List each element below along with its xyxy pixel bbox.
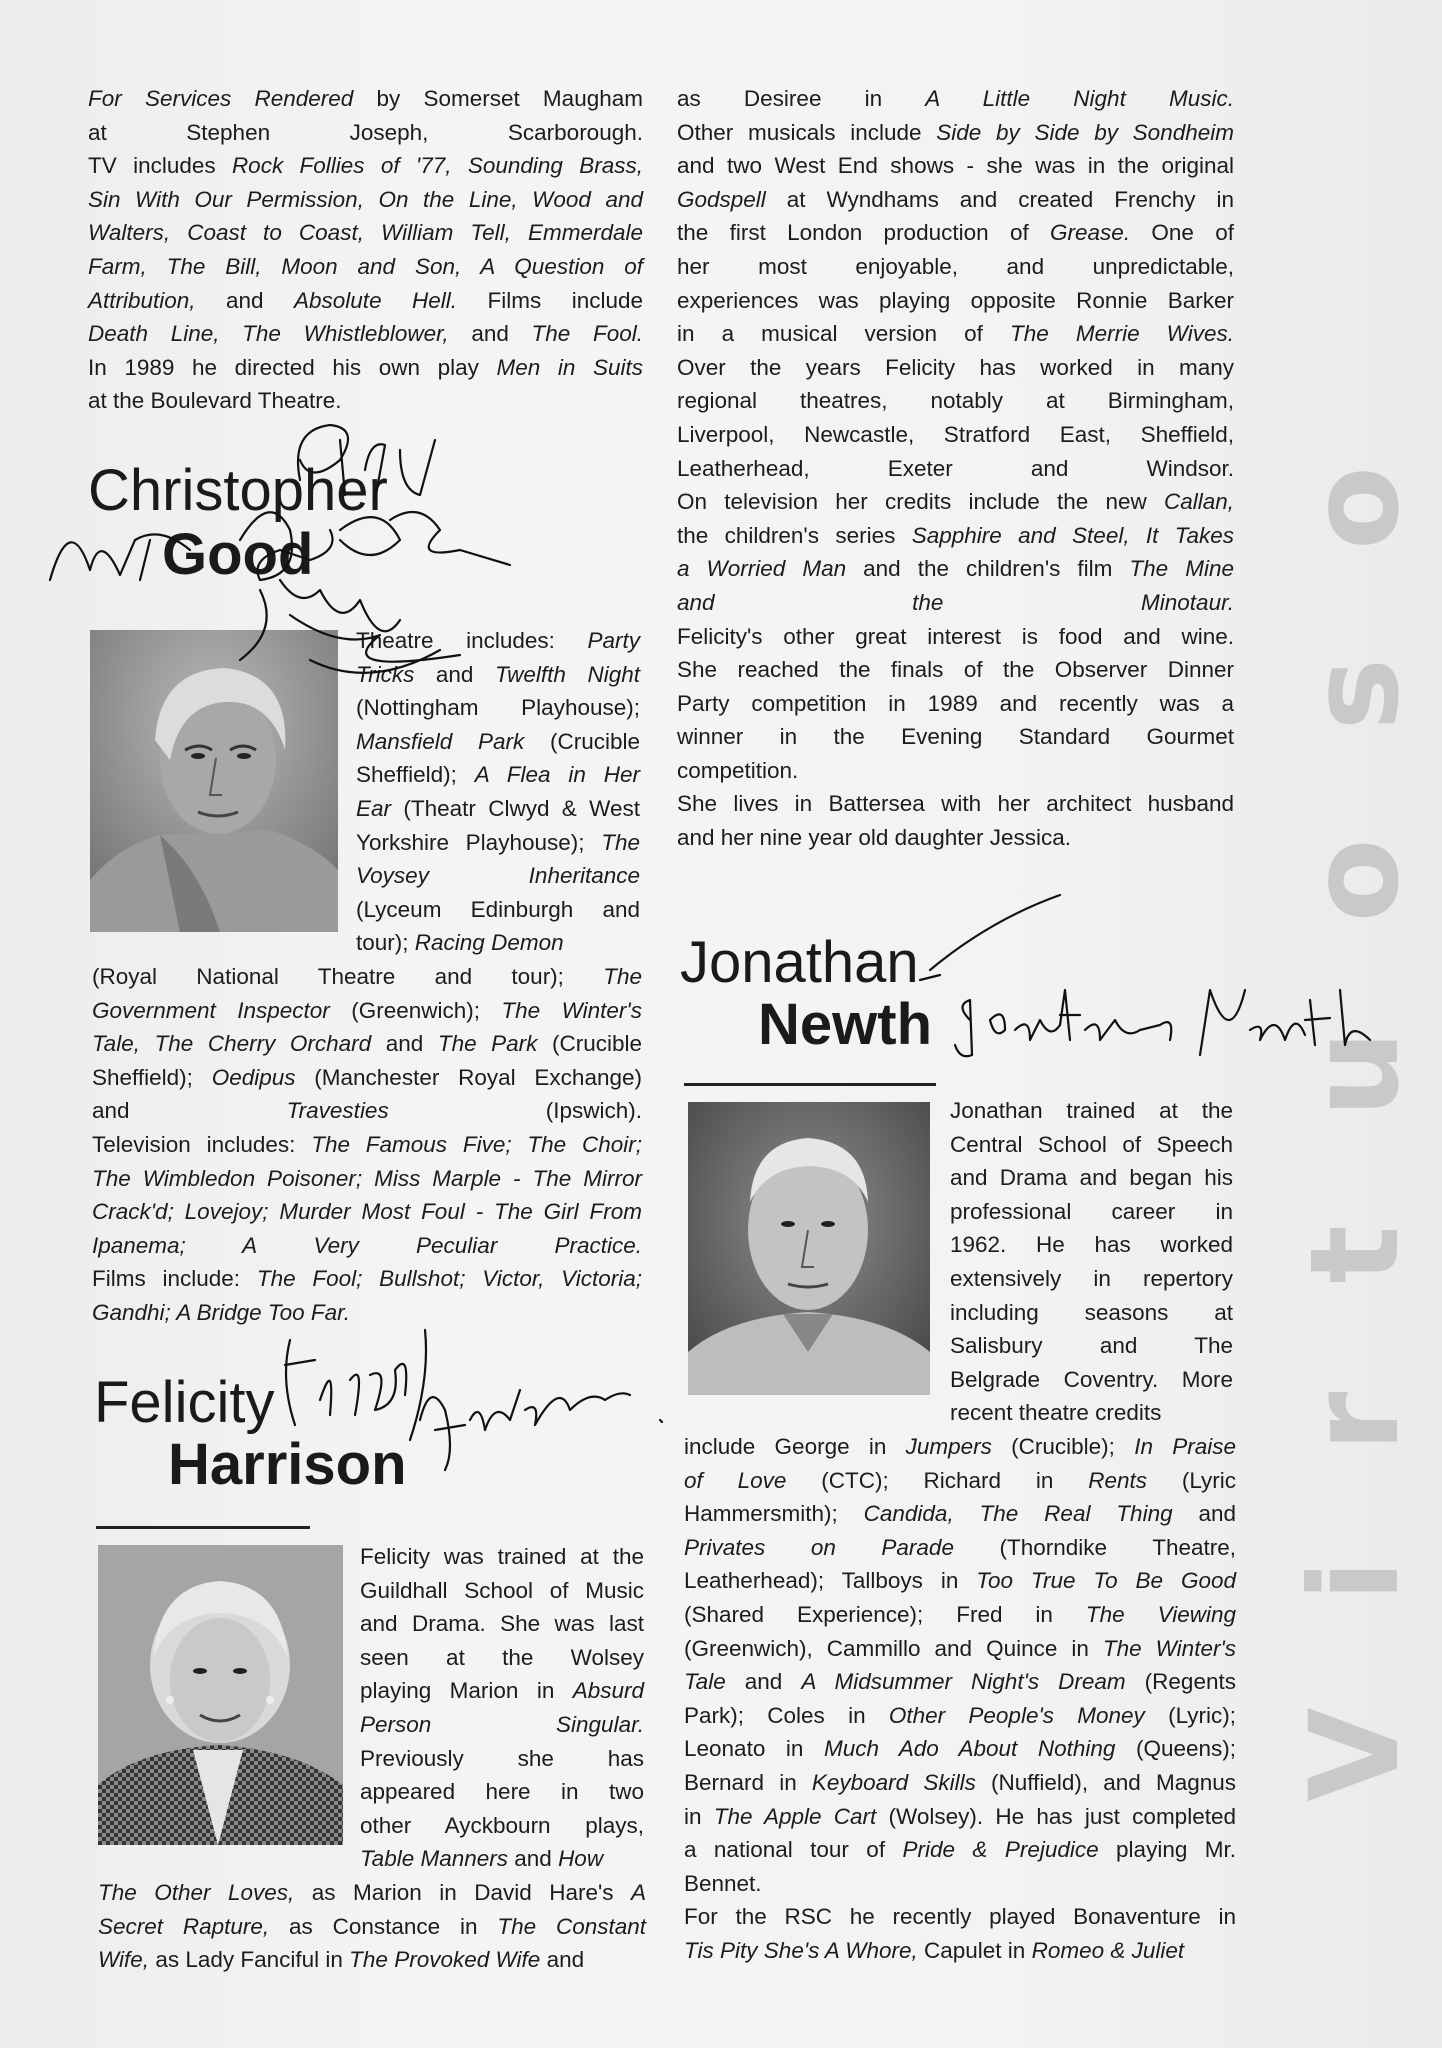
text-run: (Crucible [524,728,640,754]
text-run: She reached the finals of the Observer Dinner [677,657,1234,683]
italic-title-run: Ipanema; A Very Peculiar Practice. [92,1232,642,1258]
text-run: and the children's film [846,556,1130,582]
good-bio-full [92,960,642,1330]
text-run: Films include: [92,1266,257,1292]
italic-title-run: A [630,1880,646,1905]
text-line [684,1598,1236,1632]
text-line [88,149,643,183]
text-run: Salisbury and The [950,1333,1233,1359]
text-line [88,317,643,351]
text-line [360,1742,644,1776]
italic-title-run: A Little Night Music. [925,86,1234,111]
text-run: Leatherhead); Tallboys in [684,1568,977,1594]
text-run: and [1172,1501,1236,1527]
italic-title-run: The Mine [1129,556,1234,582]
text-run: Party competition in 1989 and recently was a [677,690,1234,716]
italic-title-run: Party [587,628,640,653]
text-run: in a musical version of [677,321,1010,347]
text-line [356,893,640,927]
text-run: playing Mr. [1098,1837,1236,1863]
text-run: (Crucible); [991,1434,1135,1459]
italic-title-run: Absurd [572,1678,644,1704]
text-line [677,284,1234,318]
newth-bio-full [684,1430,1236,1968]
text-line [677,821,1234,855]
text-run: and [195,287,295,313]
italic-title-run: Jumpers [905,1434,992,1459]
italic-title-run: Romeo & Juliet [1031,1937,1185,1963]
text-line [950,1329,1233,1363]
italic-title-run: The [603,964,642,989]
italic-title-run: Death Line, The Whistleblower, [88,321,449,347]
text-line [677,754,1234,788]
text-run: Other musicals include [677,119,937,145]
italic-title-run: The Apple Cart [713,1803,877,1829]
text-run: In 1989 he directed his own play [88,354,497,380]
text-run: and [448,321,532,347]
italic-title-run: The [601,829,640,855]
text-line [684,1732,1236,1766]
harrison-heading-rule [96,1526,310,1529]
text-line [950,1262,1233,1296]
text-run: Over the years Felicity has worked in many [677,354,1234,380]
text-run: (Royal National Theatre and tour); [92,964,604,989]
text-line [92,1027,642,1061]
text-run: (Crucible [537,1031,642,1057]
italic-title-run: Person Singular. [360,1711,644,1737]
text-run: Bernard in [684,1769,812,1795]
text-line [950,1296,1233,1330]
text-line [677,317,1234,351]
text-run: For the RSC he recently played Bonaventure in [684,1904,1236,1930]
newth-heading-rule [684,1083,936,1086]
italic-title-run: Sapphire and Steel, It Takes [911,522,1235,548]
text-line [360,1809,644,1843]
italic-title-run: Attribution, [88,287,196,313]
text-line [98,1943,646,1977]
text-line [684,1934,1236,1968]
text-line [356,725,640,759]
italic-title-run: The Viewing [1085,1601,1236,1627]
text-run: recent theatre credits [950,1400,1162,1426]
italic-title-run: In Praise [1134,1434,1236,1459]
text-run: She lives in Battersea with her architect husband [677,791,1234,817]
text-line [950,1228,1233,1262]
italic-title-run: Men in Suits [496,354,643,380]
italic-title-run: Other People's Money [888,1702,1145,1728]
text-run: appeared here in two [360,1779,644,1805]
text-line [684,1833,1236,1867]
text-run: Theatre includes: [356,628,588,653]
text-run: (Greenwich); [329,997,502,1023]
text-run: in [684,1803,714,1829]
text-line [88,183,643,217]
text-run: a national tour of [684,1837,903,1863]
italic-title-run: Table Manners [360,1846,509,1872]
good-signature [40,400,660,700]
italic-title-run: Godspell [677,186,766,212]
text-line [677,216,1234,250]
text-run: 1962. He has worked [950,1232,1233,1258]
italic-title-run: Tale [684,1669,726,1695]
text-run: (Wolsey). He has just completed [876,1803,1236,1829]
italic-title-run: A Flea in Her [474,762,640,788]
text-run: Guildhall School of Music [360,1577,644,1603]
text-run: and [414,661,496,687]
left-column-intro [88,82,643,418]
italic-title-run: Ear [356,795,392,821]
text-line [360,1607,644,1641]
text-line [677,485,1234,519]
text-run: (Manchester Royal Exchange) [295,1064,642,1090]
text-run: (Greenwich), Cammillo and Quince in [684,1635,1103,1661]
text-run: Park); Coles in [684,1702,889,1728]
text-run: Sheffield); [356,762,475,788]
text-run: professional career in [950,1198,1233,1224]
italic-title-run: Voysey Inheritance [356,863,640,889]
italic-title-run: Rents [1088,1467,1147,1493]
text-line [684,1497,1236,1531]
text-line [92,1162,642,1196]
italic-title-run: Wife, [98,1947,150,1973]
good-bio-full-text [92,960,642,1330]
italic-title-run: Gandhi; A Bridge Too Far. [92,1299,351,1325]
text-run: playing Marion in [360,1678,573,1704]
italic-title-run: Grease. [1050,220,1131,246]
text-line [88,82,643,116]
text-line [677,351,1234,385]
text-run: (Nuffield), and Magnus [975,1769,1236,1795]
italic-title-run: The Fool. [531,321,643,347]
text-line [677,552,1234,586]
italic-title-run: For Services Rendered [88,86,354,111]
italic-title-run: Tricks [356,661,415,687]
italic-title-run: Mansfield Park [356,728,525,754]
italic-title-run: and the Minotaur. [677,589,1234,615]
text-run: other Ayckbourn plays, [360,1812,644,1838]
text-run: tour); [356,930,415,956]
newth-bio-full-text [684,1430,1236,1968]
text-line [88,216,643,250]
text-run: and Drama. She was last [360,1611,644,1637]
italic-title-run: Callan, [1163,489,1234,515]
text-line [684,1699,1236,1733]
text-run: (Nottingham Playhouse); [356,695,640,721]
text-line [98,1876,646,1910]
text-line [360,1641,644,1675]
text-run: the children's series [677,522,912,548]
text-run: Hammersmith); [684,1501,864,1527]
italic-title-run: How [558,1846,604,1872]
italic-title-run: The Merrie Wives. [1010,321,1234,347]
text-run: One of [1130,220,1235,246]
text-line [356,758,640,792]
italic-title-run: Candida, The Real Thing [863,1501,1173,1527]
text-run: including seasons at [950,1299,1233,1325]
text-run: Leatherhead, Exeter and Windsor. [677,455,1234,481]
italic-title-run: Racing Demon [414,930,564,956]
text-run: at the Boulevard Theatre. [88,388,342,414]
text-line [98,1910,646,1944]
text-run: Sheffield); [92,1064,212,1090]
text-run: experiences was playing opposite Ronnie Barker [677,287,1234,313]
text-line [677,653,1234,687]
text-line [356,859,640,893]
text-line [684,1464,1236,1498]
text-line [92,1195,642,1229]
text-run: at Wyndhams and created Frenchy in [765,186,1234,212]
text-line [677,519,1234,553]
newth-bio-wrap [950,1094,1233,1430]
text-run: and two West End shows - she was in the original [677,153,1234,179]
text-run: at Stephen Joseph, Scarborough. [88,119,643,145]
italic-title-run: The Other Loves, [98,1880,295,1905]
italic-title-run: Sin With Our Permission, On the Line, Wood and [88,186,643,212]
text-line [684,1867,1236,1901]
text-line [360,1540,644,1574]
text-run: (Lyceum Edinburgh and [356,896,640,922]
newth-photo [688,1102,930,1395]
italic-title-run: Rock Follies of '77, Sounding Brass, [231,153,643,179]
text-line [356,792,640,826]
text-line [684,1430,1236,1464]
text-run: extensively in repertory [950,1265,1233,1291]
text-run: winner in the Evening Standard Gourmet [677,724,1234,750]
text-line [88,250,643,284]
text-line [677,418,1234,452]
newth-signature [900,880,1380,1100]
text-line [950,1396,1233,1430]
text-line [92,1128,642,1162]
text-run: (Regents [1125,1669,1236,1695]
text-line [684,1632,1236,1666]
text-line [356,826,640,860]
text-line [88,351,643,385]
text-run: competition. [677,757,799,783]
italic-title-run: The Famous Five; The Choir; [311,1131,642,1157]
italic-title-run: A Midsummer Night's Dream [801,1669,1126,1695]
newth-portrait-image [688,1102,930,1395]
text-run: Previously she has [360,1745,644,1771]
text-line [360,1775,644,1809]
italic-title-run: Farm, The Bill, Moon and Son, A Question of [88,253,643,279]
text-run: Belgrade Coventry. More [950,1366,1233,1392]
text-line [92,960,642,994]
italic-title-run: of Love [684,1467,787,1493]
italic-title-run: Oedipus [211,1064,296,1090]
text-run: as Lady Fanciful in [149,1947,350,1973]
text-run: as Constance in [269,1913,498,1939]
text-run: On television her credits include the new [677,489,1164,515]
text-line [677,116,1234,150]
text-run: and [725,1669,802,1695]
text-run: and [371,1031,438,1057]
text-line [92,1061,642,1095]
text-line [92,1262,642,1296]
harrison-signature [270,1320,690,1500]
italic-title-run: Crack'd; Lovejoy; Murder Most Foul - The Girl From [92,1199,642,1225]
text-run: and [508,1846,559,1872]
italic-title-run: Tale, The Cherry Orchard [92,1031,372,1057]
italic-title-run: Tis Pity She's A Whore, [684,1937,918,1963]
text-run: as Marion in David Hare's [294,1880,631,1905]
italic-title-run: Too True To Be Good [976,1568,1236,1594]
text-run: Liverpool, Newcastle, Stratford East, Sheffield, [677,421,1234,447]
text-run: Films include [457,287,643,313]
text-run: (Thorndike Theatre, [953,1534,1236,1560]
italic-title-run: The Provoked Wife [349,1947,541,1973]
italic-title-run: The Winter's [501,997,642,1023]
text-line [950,1363,1233,1397]
harrison-last-name: Harrison [168,1432,407,1497]
harrison-bio-continued-text [677,82,1234,855]
text-run: by Somerset Maugham [353,86,643,111]
text-run: (Theatr Clwyd & West [391,795,640,821]
italic-title-run: Travesties [286,1098,389,1124]
text-run: Felicity was trained at the [360,1544,644,1569]
harrison-first-name: Felicity [94,1370,275,1435]
text-run: and her nine year old daughter Jessica. [677,825,1072,851]
text-run: (Lyric); [1144,1702,1236,1728]
good-last-name: Good [162,522,314,587]
text-run: and [92,1098,287,1124]
italic-title-run: The Fool; Bullshot; Victor, Victoria; [256,1266,642,1292]
text-run: TV includes [88,153,232,179]
text-line [92,994,642,1028]
text-line [950,1161,1233,1195]
text-run: include George in [684,1434,906,1459]
text-line [677,82,1234,116]
harrison-portrait-image [98,1545,343,1845]
text-run: Felicity's other great interest is food and wine. [677,623,1234,649]
text-line [92,1094,642,1128]
newth-last-name: Newth [758,992,932,1057]
text-line [677,586,1234,620]
italic-title-run: Walters, Coast to Coast, William Tell, Emmerdale [88,220,643,246]
text-line [677,384,1234,418]
italic-title-run: Pride & Prejudice [902,1837,1099,1863]
text-line [684,1665,1236,1699]
text-line [88,284,643,318]
harrison-bio-continued [677,82,1234,855]
text-line [684,1800,1236,1834]
text-line [360,1842,644,1876]
italic-title-run: The Winter's [1102,1635,1236,1661]
text-run: seen at the Wolsey [360,1644,644,1670]
text-run: the first London production of [677,220,1051,246]
italic-title-run: Absolute Hell. [294,287,458,313]
text-line [677,687,1234,721]
text-line [677,620,1234,654]
italic-title-run: Secret Rapture, [98,1913,270,1939]
text-run: Yorkshire Playhouse); [356,829,602,855]
text-line [684,1766,1236,1800]
harrison-bio-wrap [360,1540,644,1876]
text-line [677,452,1234,486]
text-run: and Drama and began his [950,1165,1233,1191]
good-first-name: Christopher [88,458,388,523]
text-line [950,1195,1233,1229]
text-line [950,1094,1233,1128]
text-run: (CTC); Richard in [786,1467,1089,1493]
text-line [684,1531,1236,1565]
text-line [684,1564,1236,1598]
italic-title-run: Government Inspector [92,997,330,1023]
italic-title-run: a Worried Man [677,556,847,582]
italic-title-run: The Constant [497,1913,647,1939]
text-run: Central School of Speech [950,1131,1233,1157]
text-line [356,926,640,960]
text-line [360,1674,644,1708]
text-line [677,183,1234,217]
text-run: and [540,1947,585,1973]
text-line [684,1900,1236,1934]
text-line [360,1574,644,1608]
side-title-text: Virtuoso [1284,358,1426,1802]
text-run: (Queens); [1115,1736,1236,1762]
text-run: regional theatres, notably at Birmingham, [677,388,1234,414]
text-line [677,149,1234,183]
text-run: her most enjoyable, and unpredictable, [677,253,1234,279]
newth-first-name: Jonathan [680,930,919,995]
italic-title-run: Much Ado About Nothing [823,1736,1116,1762]
text-run: Leonato in [684,1736,824,1762]
italic-title-run: The Wimbledon Poisoner; Miss Marple - The Mirror [92,1165,642,1191]
italic-title-run: Privates on Parade [684,1534,954,1560]
text-run: (Ipswich). [388,1098,643,1124]
text-run: Bennet. [684,1870,762,1896]
text-line [677,787,1234,821]
text-run: as Desiree in [677,86,926,111]
text-line [677,720,1234,754]
text-run: (Lyric [1147,1467,1236,1493]
italic-title-run: The Park [437,1031,538,1057]
italic-title-run: Keyboard Skills [811,1769,976,1795]
italic-title-run: Side by Side by Sondheim [936,119,1234,145]
text-line [950,1128,1233,1162]
harrison-bio-wrap-text [360,1540,644,1876]
harrison-bio-full-text [98,1876,646,1977]
text-line [92,1229,642,1263]
text-line [360,1708,644,1742]
text-run: Jonathan trained at the [950,1098,1233,1123]
newth-bio-wrap-text [950,1094,1233,1430]
text-line [677,250,1234,284]
italic-title-run: Twelfth Night [495,661,640,687]
text-run: Capulet in [917,1937,1032,1963]
text-run: (Shared Experience); Fred in [684,1601,1086,1627]
harrison-bio-full [98,1876,646,1977]
text-run: Television includes: [92,1131,312,1157]
text-line [88,116,643,150]
harrison-photo [98,1545,343,1845]
intro-paragraph [88,82,643,418]
